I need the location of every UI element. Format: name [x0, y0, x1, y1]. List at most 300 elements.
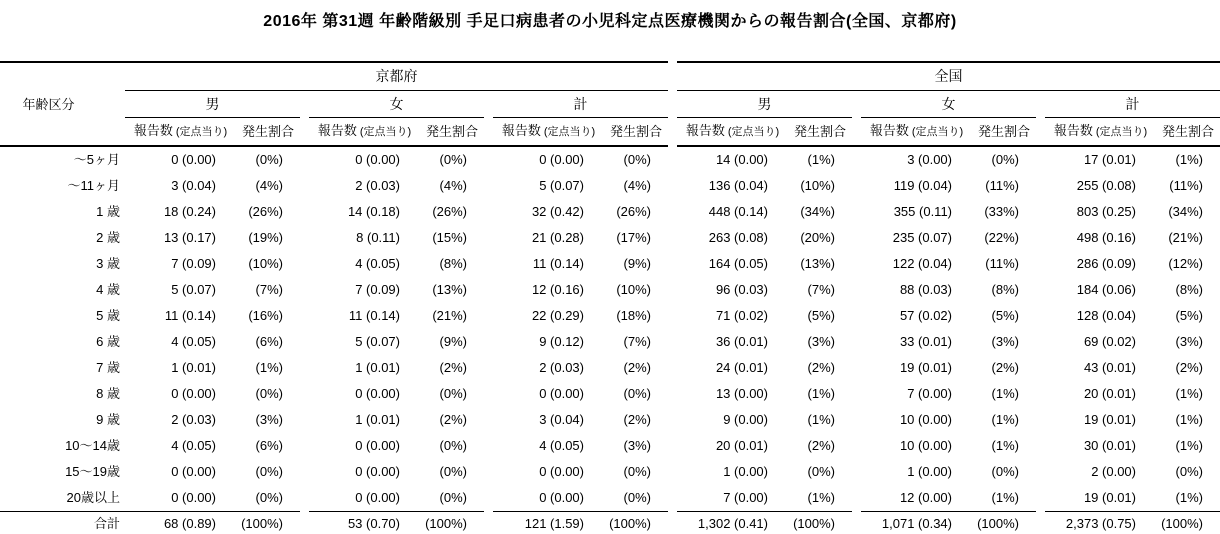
count-cell: 2 (0.03)	[539, 360, 584, 375]
rate-cell: (1%)	[807, 412, 835, 427]
count-cell: 13 (0.00)	[715, 386, 768, 401]
rate-cell: (17%)	[616, 230, 651, 245]
rate-cell: (7%)	[807, 282, 835, 297]
rate-cell: (9%)	[623, 256, 651, 271]
column-gap	[1036, 512, 1045, 534]
rate-cell: (19%)	[248, 230, 283, 245]
column-gap	[484, 277, 493, 303]
region-header-national: 全国	[677, 62, 1220, 91]
rate-cell: (2%)	[991, 360, 1019, 375]
count-cell: 4 (0.05)	[171, 334, 216, 349]
rate-cell: (0%)	[623, 490, 651, 505]
count-cell: 69 (0.02)	[1083, 334, 1136, 349]
count-cell: 19 (0.01)	[899, 360, 952, 375]
rate-cell: (0%)	[991, 464, 1019, 479]
count-cell: 255 (0.08)	[1076, 178, 1136, 193]
column-gap	[484, 251, 493, 277]
rate-cell: (0%)	[439, 386, 467, 401]
count-cell: 0 (0.00)	[539, 490, 584, 505]
count-cell: 355 (0.11)	[893, 204, 952, 219]
column-gap	[668, 355, 677, 381]
count-cell: 12 (0.00)	[899, 490, 952, 505]
count-cell: 10 (0.00)	[899, 438, 952, 453]
column-gap	[300, 146, 309, 173]
column-gap	[484, 146, 493, 173]
column-gap	[300, 329, 309, 355]
column-gap	[300, 433, 309, 459]
total-label: 合計	[0, 512, 125, 534]
count-label: 報告数	[501, 123, 541, 138]
column-gap	[668, 199, 677, 225]
sex-header-total-kyoto: 計	[493, 91, 668, 118]
measure-header-count	[493, 118, 604, 147]
rate-cell: (26%)	[616, 204, 651, 219]
column-gap	[1036, 459, 1045, 485]
rate-cell: (8%)	[991, 282, 1019, 297]
rate-cell: (1%)	[991, 412, 1019, 427]
count-cell: 2 (0.00)	[1091, 464, 1136, 479]
rate-cell: (20%)	[800, 230, 835, 245]
rate-cell: (21%)	[432, 308, 467, 323]
rate-cell: (1%)	[991, 386, 1019, 401]
count-cell: 136 (0.04)	[708, 178, 768, 193]
column-gap	[1036, 199, 1045, 225]
age-label: 5 歳	[96, 308, 120, 323]
rate-cell: (100%)	[604, 512, 668, 534]
rate-cell: (0%)	[255, 490, 283, 505]
rate-cell: (7%)	[623, 334, 651, 349]
column-gap	[484, 303, 493, 329]
column-gap	[668, 433, 677, 459]
rate-cell: (100%)	[972, 512, 1036, 534]
table-row	[0, 407, 1220, 433]
age-label: 2 歳	[96, 230, 120, 245]
count-cell: 122 (0.04)	[892, 256, 952, 271]
count-cell: 19 (0.01)	[1083, 412, 1136, 427]
count-cell: 20 (0.01)	[715, 438, 768, 453]
column-gap	[668, 381, 677, 407]
rate-cell: (1%)	[1175, 152, 1203, 167]
column-gap	[484, 355, 493, 381]
rate-cell: (1%)	[807, 386, 835, 401]
count-cell: 128 (0.04)	[1076, 308, 1136, 323]
rate-cell: (13%)	[432, 282, 467, 297]
column-gap	[852, 433, 861, 459]
rate-cell: (0%)	[255, 464, 283, 479]
measure-header-count	[677, 118, 788, 147]
column-gap	[484, 118, 493, 147]
column-gap	[300, 381, 309, 407]
header-row-sex	[0, 91, 1220, 118]
count-cell: 4 (0.05)	[171, 438, 216, 453]
count-cell: 286 (0.09)	[1076, 256, 1136, 271]
rate-cell: (2%)	[1175, 360, 1203, 375]
count-label: 報告数	[133, 123, 173, 138]
count-cell: 96 (0.03)	[715, 282, 768, 297]
count-cell: 4 (0.05)	[539, 438, 584, 453]
rate-cell: (0%)	[623, 464, 651, 479]
rate-cell: (1%)	[991, 490, 1019, 505]
measure-header-rate: 発生割合	[972, 118, 1036, 147]
count-cell: 1 (0.00)	[723, 464, 768, 479]
rate-cell: (13%)	[800, 256, 835, 271]
count-cell: 10 (0.00)	[899, 412, 952, 427]
column-gap	[300, 303, 309, 329]
count-cell: 20 (0.01)	[1083, 386, 1136, 401]
count-cell: 121 (1.59)	[493, 512, 604, 534]
sex-header-male-kyoto: 男	[125, 91, 300, 118]
rate-cell: (0%)	[623, 386, 651, 401]
column-gap	[668, 173, 677, 199]
header-row-region	[0, 62, 1220, 91]
column-gap	[300, 173, 309, 199]
rate-cell: (1%)	[1175, 386, 1203, 401]
rate-cell: (3%)	[1175, 334, 1203, 349]
rate-cell: (2%)	[807, 360, 835, 375]
rate-cell: (22%)	[984, 230, 1019, 245]
column-gap	[668, 407, 677, 433]
column-gap	[484, 173, 493, 199]
age-label: ～5ヶ月	[73, 152, 120, 167]
rate-cell: (1%)	[807, 152, 835, 167]
count-cell: 19 (0.01)	[1083, 490, 1136, 505]
column-gap	[300, 459, 309, 485]
age-label: 9 歳	[96, 412, 120, 427]
measure-header-rate: 発生割合	[1156, 118, 1220, 147]
rate-cell: (3%)	[255, 412, 283, 427]
count-cell: 498 (0.16)	[1076, 230, 1136, 245]
age-label: 10～14歳	[65, 438, 120, 453]
rate-cell: (21%)	[1168, 230, 1203, 245]
sex-header-female-kyoto: 女	[309, 91, 484, 118]
column-gap	[1036, 407, 1045, 433]
count-label: 報告数	[869, 123, 909, 138]
column-gap	[300, 225, 309, 251]
count-cell: 5 (0.07)	[171, 282, 216, 297]
count-cell: 7 (0.09)	[355, 282, 400, 297]
rate-cell: (1%)	[1175, 490, 1203, 505]
rate-cell: (0%)	[439, 152, 467, 167]
count-cell: 43 (0.01)	[1083, 360, 1136, 375]
count-label: 報告数	[317, 123, 357, 138]
rate-cell: (2%)	[623, 412, 651, 427]
column-gap	[668, 485, 677, 512]
measure-header-rate: 発生割合	[420, 118, 484, 147]
rate-cell: (12%)	[1168, 256, 1203, 271]
rate-cell: (34%)	[1168, 204, 1203, 219]
rate-cell: (4%)	[255, 178, 283, 193]
count-cell: 8 (0.11)	[356, 230, 400, 245]
count-cell: 1 (0.01)	[171, 360, 216, 375]
column-gap	[852, 485, 861, 512]
column-gap	[668, 251, 677, 277]
count-cell: 0 (0.00)	[355, 464, 400, 479]
column-gap	[1036, 118, 1045, 147]
count-cell: 9 (0.00)	[723, 412, 768, 427]
count-cell: 2 (0.03)	[355, 178, 400, 193]
count-cell: 36 (0.01)	[715, 334, 768, 349]
count-cell: 2,373 (0.75)	[1045, 512, 1156, 534]
column-gap	[852, 381, 861, 407]
age-label: 4 歳	[96, 282, 120, 297]
column-gap	[300, 407, 309, 433]
column-gap	[668, 329, 677, 355]
header-row-measures	[0, 118, 1220, 147]
count-cell: 21 (0.28)	[531, 230, 584, 245]
column-gap	[484, 512, 493, 534]
count-cell: 68 (0.89)	[125, 512, 236, 534]
column-gap	[852, 173, 861, 199]
column-gap	[852, 251, 861, 277]
count-cell: 9 (0.12)	[539, 334, 584, 349]
table-row	[0, 381, 1220, 407]
count-cell: 119 (0.04)	[893, 178, 952, 193]
age-label: 7 歳	[96, 360, 120, 375]
count-cell: 18 (0.24)	[163, 204, 216, 219]
table-row	[0, 199, 1220, 225]
count-cell: 263 (0.08)	[708, 230, 768, 245]
column-gap	[484, 433, 493, 459]
column-gap	[1036, 225, 1045, 251]
count-cell: 17 (0.01)	[1083, 152, 1136, 167]
count-cell: 448 (0.14)	[708, 204, 768, 219]
count-cell: 33 (0.01)	[899, 334, 952, 349]
measure-header-count	[125, 118, 236, 147]
count-cell: 13 (0.17)	[163, 230, 216, 245]
rate-cell: (11%)	[1169, 178, 1203, 193]
table-row	[0, 146, 1220, 173]
count-cell: 164 (0.05)	[708, 256, 768, 271]
rate-cell: (0%)	[439, 438, 467, 453]
rate-cell: (1%)	[255, 360, 283, 375]
table-row	[0, 173, 1220, 199]
count-cell: 14 (0.18)	[347, 204, 400, 219]
rate-cell: (0%)	[439, 490, 467, 505]
column-gap	[1036, 303, 1045, 329]
page-title: 2016年 第31週 年齢階級別 手足口病患者の小児科定点医療機関からの報告割合(全国、京都府)	[263, 13, 957, 30]
rate-cell: (7%)	[255, 282, 283, 297]
count-cell: 0 (0.00)	[355, 490, 400, 505]
age-label: 8 歳	[96, 386, 120, 401]
column-gap	[300, 199, 309, 225]
rate-cell: (1%)	[1175, 438, 1203, 453]
column-gap	[484, 199, 493, 225]
count-cell: 7 (0.09)	[171, 256, 216, 271]
column-gap	[484, 329, 493, 355]
rate-cell: (5%)	[1175, 308, 1203, 323]
count-cell: 2 (0.03)	[171, 412, 216, 427]
measure-header-rate: 発生割合	[236, 118, 300, 147]
column-gap	[668, 459, 677, 485]
rate-cell: (0%)	[623, 152, 651, 167]
column-gap	[1036, 146, 1045, 173]
count-cell: 53 (0.70)	[309, 512, 420, 534]
column-gap	[300, 512, 309, 534]
column-gap	[852, 199, 861, 225]
count-cell: 57 (0.02)	[899, 308, 952, 323]
rate-cell: (100%)	[1156, 512, 1220, 534]
rate-cell: (2%)	[439, 412, 467, 427]
rate-cell: (0%)	[255, 386, 283, 401]
count-cell: 184 (0.06)	[1076, 282, 1136, 297]
count-cell: 1,071 (0.34)	[861, 512, 972, 534]
column-gap	[1036, 91, 1045, 118]
count-cell: 0 (0.00)	[355, 438, 400, 453]
age-column-header: 年齢区分	[0, 62, 125, 146]
age-label: ～11ヶ月	[67, 178, 120, 193]
column-gap	[668, 277, 677, 303]
count-label: 報告数	[1053, 123, 1093, 138]
rate-cell: (6%)	[255, 438, 283, 453]
rate-cell: (26%)	[248, 204, 283, 219]
measure-header-rate: 発生割合	[604, 118, 668, 147]
count-cell: 1 (0.00)	[907, 464, 952, 479]
count-cell: 14 (0.00)	[715, 152, 768, 167]
rate-cell: (1%)	[1175, 412, 1203, 427]
rate-cell: (6%)	[255, 334, 283, 349]
rate-cell: (5%)	[991, 308, 1019, 323]
age-label: 20歳以上	[66, 490, 120, 505]
measure-header-count	[1045, 118, 1156, 147]
count-cell: 11 (0.14)	[348, 308, 400, 323]
count-cell: 71 (0.02)	[715, 308, 768, 323]
count-sublabel: (定点当り)	[359, 126, 412, 138]
column-gap	[1036, 173, 1045, 199]
column-gap	[300, 355, 309, 381]
column-gap	[852, 277, 861, 303]
count-cell: 1 (0.01)	[355, 360, 400, 375]
count-cell: 803 (0.25)	[1076, 204, 1136, 219]
count-cell: 1 (0.01)	[355, 412, 400, 427]
table-row	[0, 251, 1220, 277]
rate-cell: (11%)	[985, 256, 1019, 271]
count-sublabel: (定点当り)	[175, 126, 228, 138]
column-gap	[1036, 251, 1045, 277]
column-gap	[300, 118, 309, 147]
column-gap	[1036, 355, 1045, 381]
count-cell: 0 (0.00)	[539, 464, 584, 479]
column-gap	[852, 407, 861, 433]
rate-cell: (100%)	[788, 512, 852, 534]
region-header-kyoto: 京都府	[125, 62, 668, 91]
rate-cell: (16%)	[248, 308, 283, 323]
count-cell: 0 (0.00)	[355, 386, 400, 401]
rate-cell: (10%)	[248, 256, 283, 271]
count-sublabel: (定点当り)	[727, 126, 780, 138]
rate-cell: (15%)	[432, 230, 467, 245]
column-gap	[852, 118, 861, 147]
rate-cell: (2%)	[807, 438, 835, 453]
rate-cell: (0%)	[439, 464, 467, 479]
column-gap	[484, 225, 493, 251]
table-row	[0, 329, 1220, 355]
column-gap	[300, 251, 309, 277]
column-gap	[484, 459, 493, 485]
rate-cell: (3%)	[991, 334, 1019, 349]
column-gap	[1036, 329, 1045, 355]
column-gap	[484, 407, 493, 433]
count-cell: 88 (0.03)	[899, 282, 952, 297]
center-column-gap	[668, 62, 677, 146]
rate-cell: (33%)	[984, 204, 1019, 219]
age-label: 1 歳	[96, 204, 120, 219]
measure-header-rate: 発生割合	[788, 118, 852, 147]
column-gap	[852, 303, 861, 329]
count-cell: 11 (0.14)	[532, 256, 584, 271]
column-gap	[484, 485, 493, 512]
rate-cell: (0%)	[807, 464, 835, 479]
table-row	[0, 355, 1220, 381]
rate-cell: (100%)	[236, 512, 300, 534]
rate-cell: (0%)	[1175, 464, 1203, 479]
column-gap	[852, 146, 861, 173]
rate-cell: (2%)	[439, 360, 467, 375]
report-table	[0, 61, 1220, 534]
rate-cell: (5%)	[807, 308, 835, 323]
column-gap	[668, 512, 677, 534]
table-row	[0, 225, 1220, 251]
age-label: 15～19歳	[65, 464, 120, 479]
count-cell: 0 (0.00)	[171, 152, 216, 167]
rate-cell: (11%)	[985, 178, 1019, 193]
column-gap	[484, 381, 493, 407]
column-gap	[668, 303, 677, 329]
column-gap	[300, 277, 309, 303]
column-gap	[300, 485, 309, 512]
rate-cell: (10%)	[800, 178, 835, 193]
rate-cell: (4%)	[623, 178, 651, 193]
rate-cell: (0%)	[255, 152, 283, 167]
age-label: 3 歳	[96, 256, 120, 271]
column-gap	[484, 91, 493, 118]
rate-cell: (3%)	[807, 334, 835, 349]
column-gap	[1036, 277, 1045, 303]
count-cell: 7 (0.00)	[723, 490, 768, 505]
count-cell: 5 (0.07)	[539, 178, 584, 193]
table-row	[0, 303, 1220, 329]
count-cell: 3 (0.04)	[171, 178, 216, 193]
table-row	[0, 459, 1220, 485]
total-row	[0, 512, 1220, 534]
count-cell: 1,302 (0.41)	[677, 512, 788, 534]
table-row	[0, 485, 1220, 512]
rate-cell: (0%)	[991, 152, 1019, 167]
count-cell: 4 (0.05)	[355, 256, 400, 271]
rate-cell: (3%)	[623, 438, 651, 453]
column-gap	[852, 329, 861, 355]
count-cell: 11 (0.14)	[164, 308, 216, 323]
table-row	[0, 277, 1220, 303]
rate-cell: (8%)	[439, 256, 467, 271]
column-gap	[300, 91, 309, 118]
count-cell: 12 (0.16)	[531, 282, 584, 297]
count-cell: 0 (0.00)	[171, 490, 216, 505]
table-row	[0, 433, 1220, 459]
count-cell: 22 (0.29)	[531, 308, 584, 323]
column-gap	[852, 225, 861, 251]
count-cell: 7 (0.00)	[907, 386, 952, 401]
rate-cell: (4%)	[439, 178, 467, 193]
count-cell: 0 (0.00)	[355, 152, 400, 167]
count-cell: 235 (0.07)	[892, 230, 952, 245]
count-cell: 3 (0.04)	[539, 412, 584, 427]
count-cell: 24 (0.01)	[715, 360, 768, 375]
column-gap	[668, 146, 677, 173]
count-sublabel: (定点当り)	[911, 126, 964, 138]
rate-cell: (10%)	[616, 282, 651, 297]
rate-cell: (9%)	[439, 334, 467, 349]
column-gap	[1036, 381, 1045, 407]
